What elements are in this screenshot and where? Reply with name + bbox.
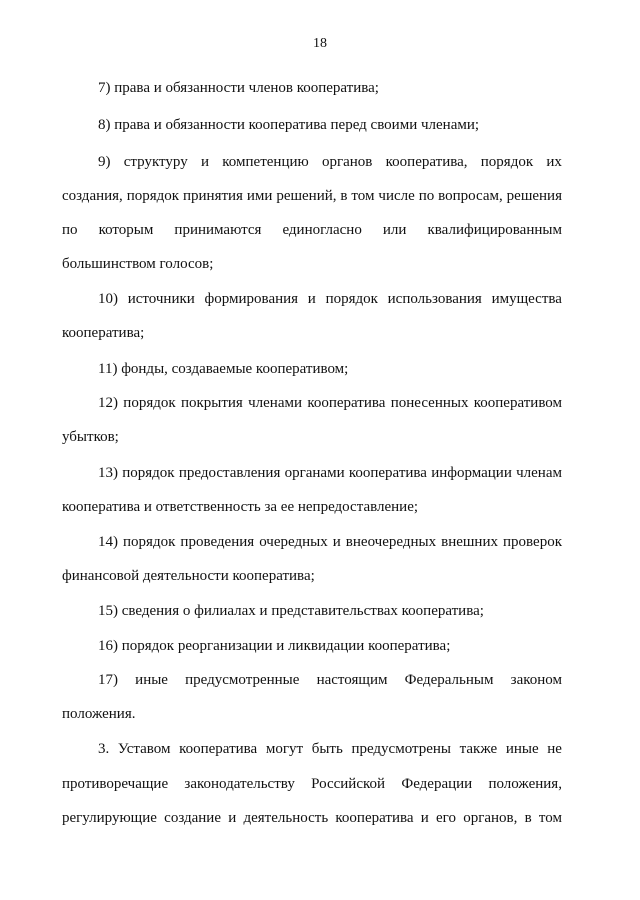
item-17-line-2: положения. <box>62 706 136 722</box>
word: структуру <box>123 154 188 170</box>
word: понесенных <box>390 395 469 411</box>
word: также <box>459 741 498 757</box>
item-9-line-4: большинством голосов; <box>62 256 214 272</box>
word: 17) <box>98 672 118 688</box>
word: квалифицированным <box>427 222 562 238</box>
word: формирования <box>204 291 299 307</box>
word: решения <box>506 188 562 204</box>
word: членами <box>248 395 303 411</box>
item-15-line-1: 15) сведения о филиалах и представительствах кооператива; <box>98 603 484 619</box>
item-9-line-3 <box>62 220 562 240</box>
word: компетенцию <box>222 154 309 170</box>
word: кооперативом <box>473 395 562 411</box>
word: единогласно <box>282 222 362 238</box>
word: которым <box>98 222 154 238</box>
word: имущества <box>491 291 562 307</box>
word: иные <box>505 741 539 757</box>
item-10-line-2: кооператива; <box>62 325 145 341</box>
word: порядок <box>480 154 534 170</box>
item-11-line-1: 11) фонды, создаваемые кооперативом; <box>98 361 349 377</box>
word: его <box>436 810 456 826</box>
word: 3. <box>98 741 110 757</box>
word: Российской <box>311 776 386 792</box>
word: создания, <box>62 188 123 204</box>
word: в <box>524 810 532 826</box>
word: в <box>340 188 348 204</box>
word: кооператива <box>335 810 414 826</box>
page-number: 18 <box>313 36 327 51</box>
word: органов <box>321 154 373 170</box>
word: принимаются <box>174 222 262 238</box>
word: 13) <box>98 465 118 481</box>
word: регулирующие <box>62 810 157 826</box>
paragraph-3-line-2 <box>62 774 562 794</box>
word: том <box>351 188 375 204</box>
word: проверок <box>503 534 562 550</box>
word: 10) <box>98 291 118 307</box>
item-7-line-1: 7) права и обязанности членов кооператива; <box>98 80 379 96</box>
word: по <box>62 222 78 238</box>
item-16-line-1: 16) порядок реорганизации и ликвидации кооператива; <box>98 638 451 654</box>
word: проведения <box>180 534 255 550</box>
word: противоречащие <box>62 776 169 792</box>
word: вопросам, <box>438 188 503 204</box>
item-17-line-1 <box>98 670 562 690</box>
word: кооператива <box>348 465 427 481</box>
word: и <box>228 810 237 826</box>
item-14-line-2: финансовой деятельности кооператива; <box>62 568 315 584</box>
word: принятия <box>182 188 243 204</box>
word: или <box>382 222 407 238</box>
paragraph-3-line-3 <box>62 808 562 828</box>
word: решений, <box>276 188 337 204</box>
word: числе <box>378 188 415 204</box>
word: кооператива <box>307 395 386 411</box>
item-12-line-2: убытков; <box>62 429 119 445</box>
word: порядок <box>123 534 176 550</box>
word: информации <box>431 465 512 481</box>
word: органов, <box>463 810 518 826</box>
word: быть <box>311 741 343 757</box>
item-13-line-1 <box>98 463 562 483</box>
word: и <box>332 534 341 550</box>
word: порядок <box>126 188 180 204</box>
word: предоставления <box>178 465 281 481</box>
word: по <box>418 188 435 204</box>
item-13-line-2: кооператива и ответственность за ее непредоставление; <box>62 499 419 515</box>
word: положения, <box>488 776 562 792</box>
word: использования <box>387 291 482 307</box>
word: и <box>420 810 429 826</box>
word: внеочередных <box>345 534 437 550</box>
word: могут <box>265 741 304 757</box>
item-12-line-1 <box>98 393 562 413</box>
word: настоящим <box>316 672 388 688</box>
word: ими <box>246 188 273 204</box>
word: иные <box>135 672 168 688</box>
word: источники <box>127 291 195 307</box>
word: кооператива <box>179 741 258 757</box>
word: очередных <box>259 534 328 550</box>
word: том <box>538 810 562 826</box>
word: Уставом <box>117 741 171 757</box>
item-9-line-2 <box>62 186 562 206</box>
item-14-line-1 <box>98 532 562 552</box>
word: 9) <box>98 154 111 170</box>
item-8-line-1: 8) права и обязанности кооператива перед своими членами; <box>98 117 480 133</box>
word: кооператива, <box>385 154 468 170</box>
word: деятельность <box>243 810 329 826</box>
word: 14) <box>98 534 118 550</box>
word: 12) <box>98 395 118 411</box>
word: порядок <box>122 465 175 481</box>
word: членам <box>516 465 562 481</box>
word: порядок <box>123 395 176 411</box>
word: законом <box>510 672 562 688</box>
paragraph-3-line-1 <box>98 739 562 759</box>
word: предусмотренные <box>185 672 300 688</box>
word: Федеральным <box>404 672 494 688</box>
item-10-line-1 <box>98 289 562 309</box>
word: Федерации <box>401 776 473 792</box>
word: покрытия <box>180 395 243 411</box>
word: их <box>546 154 562 170</box>
item-9-line-1 <box>98 152 562 172</box>
word: внешних <box>441 534 498 550</box>
word: создание <box>164 810 221 826</box>
word: и <box>307 291 316 307</box>
word: и <box>200 154 210 170</box>
word: органами <box>284 465 345 481</box>
word: предусмотрены <box>351 741 452 757</box>
word: порядок <box>325 291 378 307</box>
word: законодательству <box>184 776 295 792</box>
word: не <box>547 741 562 757</box>
